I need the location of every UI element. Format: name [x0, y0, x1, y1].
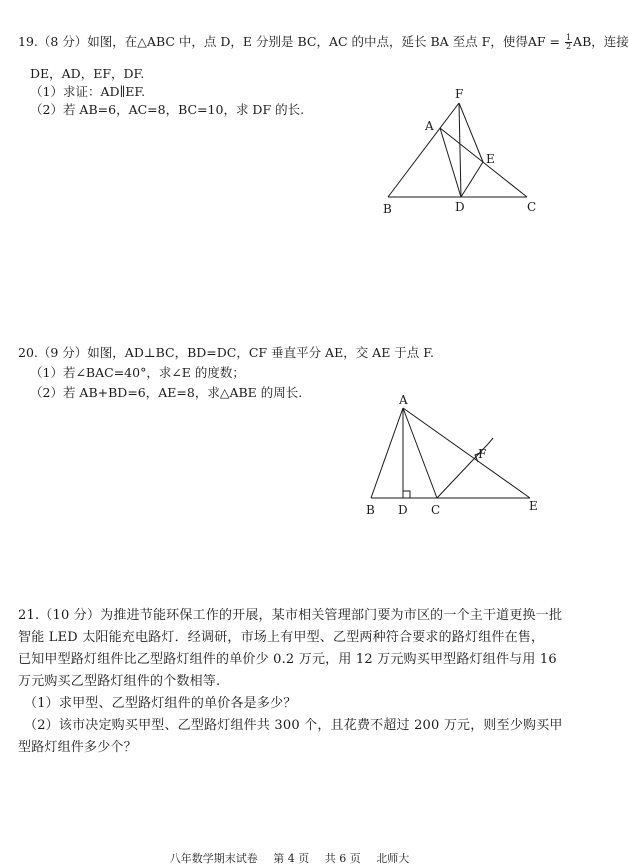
q20-right-angle-d: [403, 491, 410, 498]
q20-seg-ab: [371, 408, 403, 498]
q21-line4: 万元购买乙型路灯组件的个数相等.: [18, 674, 221, 689]
q20-part1: （1）若∠BAC=40°，求∠E 的度数；: [30, 365, 245, 380]
q19-label-c: C: [527, 200, 537, 214]
q19-stem-line2: DE，AD，EF，DF.: [30, 66, 145, 81]
q19-label-b: B: [383, 202, 392, 216]
q19-frac-num: 1: [565, 33, 572, 42]
q19-frac-den: 2: [565, 42, 572, 51]
page-footer: [0, 850, 579, 866]
q20-stem: 20.（9 分）如图，AD⊥BC，BD=DC，CF 垂直平分 AE，交 AE 于点 F.: [18, 345, 434, 360]
q20-seg-cf-ext: [488, 438, 493, 444]
q21-line3: 已知甲型路灯组件比乙型路灯组件的单价少 0.2 万元，用 12 万元购买甲型路灯组件与用 16: [18, 652, 557, 667]
q19-stem-part1: 19.（8 分）如图，在△ABC 中，点 D，E 分别是 BC，AC 的中点，延长 BA 至点 F，使得AF =: [18, 34, 564, 49]
footer-exam-name: 八年数学期末试卷: [169, 852, 258, 865]
q20-label-c: C: [431, 503, 441, 517]
q20-label-f: F: [478, 447, 487, 461]
footer-total-pages: 共 6 页: [324, 852, 361, 865]
q19-label-e: E: [486, 152, 495, 166]
q21-part2: （2）该市决定购买甲型、乙型路灯组件共 300 个，且花费不超过 200 万元，则至少购买甲: [24, 718, 563, 733]
q19-label-d: D: [455, 200, 465, 214]
q20-label-d: D: [398, 503, 408, 517]
q21-line2: 智能 LED 太阳能充电路灯．经调研，市场上有甲型、乙型两种符合要求的路灯组件在售，: [18, 630, 545, 645]
footer-page-number: 第 4 页: [273, 852, 310, 865]
q20-seg-ac: [403, 408, 437, 498]
q20-part2: （2）若 AB+BD=6，AE=8，求△ABE 的周长.: [30, 385, 303, 400]
q20-label-e: E: [529, 499, 538, 513]
q20-seg-ae: [403, 408, 530, 498]
q19-stem-part2: AB，连接: [573, 34, 629, 49]
q19-label-f: F: [455, 87, 464, 101]
q19-part2: （2）若 AB=6，AC=8，BC=10，求 DF 的长.: [30, 102, 305, 117]
footer-edition: 北师大: [376, 852, 410, 865]
q19-label-a: A: [425, 119, 434, 133]
q19-part1: （1）求证：AD∥EF.: [30, 84, 146, 99]
q21-part1: （1）求甲型、乙型路灯组件的单价各是多少？: [24, 696, 297, 711]
q21-line1: 21.（10 分）为推进节能环保工作的开展，某市相关管理部门要为市区的一个主干道更换一批: [18, 608, 563, 623]
q20-label-b: B: [366, 503, 375, 517]
q20-label-a: A: [399, 393, 408, 407]
q21-part2-cont: 型路灯组件多少个？: [18, 740, 137, 755]
